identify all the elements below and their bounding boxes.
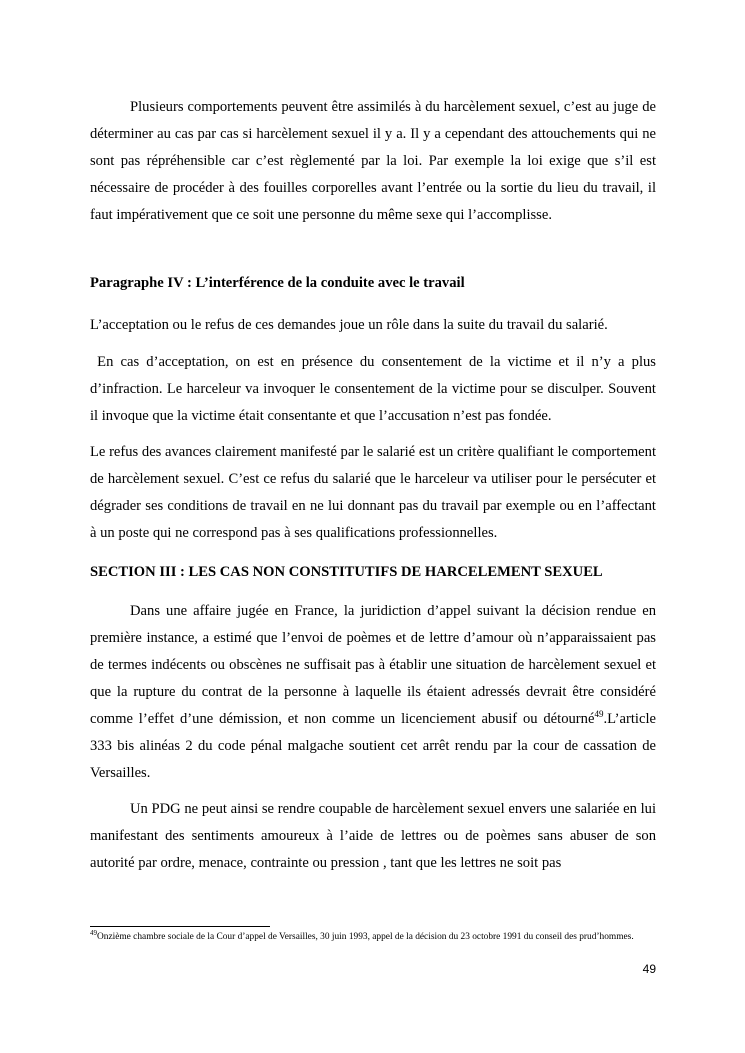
paragraph-1: Plusieurs comportements peuvent être assimilés à du harcèlement sexuel, c’est au juge de déterminer au cas par cas si harcèlement sexuel il y a. Il y a cependant des attouchements qui ne sont pas répréhensible car c’est règlementé par la loi. Par exemple la loi exige que s’il est nécessaire de procéder à des fouilles corporelles avant l’entrée ou la sortie du lieu du travail, il faut impérativement que ce soit une personne du même sexe qui l’accomplisse. <box>90 99 656 223</box>
footnote <box>90 930 656 945</box>
paragraph-5 <box>90 598 656 787</box>
paragraph-4: Le refus des avances clairement manifesté par le salarié est un critère qualifiant le comportement de harcèlement sexuel. C’est ce refus du salarié que le harceleur va utiliser pour le persécuter et dégrader ses conditions de travail en ne lui donnant pas du travail par exemple ou en l’affectant à un poste qui ne correspond pas à ses qualifications professionnelles. <box>90 444 656 541</box>
paragraph-6: Un PDG ne peut ainsi se rendre coupable de harcèlement sexuel envers une salariée en lui manifestant des sentiments amoureux à l’aide de lettres ou de poèmes sans abuser de son autorité par ordre, menace, contrainte ou pression , tant que les lettres ne soit pas <box>90 801 656 871</box>
paragraph-5-part-a: Dans une affaire jugée en France, la juridiction d’appel suivant la décision rendue en première instance, a estimé que l’envoi de poèmes et de lettre d’amour où n’apparaissaient pas de termes indécents ou obscènes ne suffisait pas à établir une situation de harcèlement sexuel et que la rupture du contrat de la personne à laquelle ils étaient adressés devrait être considéré comme l’effet d’une démission, et non comme un licenciement abusif ou détourné <box>90 603 656 727</box>
paragraph-2: L’acceptation ou le refus de ces demandes joue un rôle dans la suite du travail du salarié. <box>90 317 608 333</box>
footnote-reference: 49 <box>594 709 604 720</box>
footnote-number: 49 <box>90 928 97 937</box>
heading-section-iii: SECTION III : LES CAS NON CONSTITUTIFS DE HARCELEMENT SEXUEL <box>90 564 603 580</box>
heading-paragraphe-iv: Paragraphe IV : L’interférence de la conduite avec le travail <box>90 275 465 291</box>
footnote-text: Onzième chambre sociale de la Cour d’appel de Versailles, 30 juin 1993, appel de la décision du 23 octobre 1991 du conseil des prud’hommes. <box>97 932 634 942</box>
page-body <box>90 94 660 877</box>
footnote-divider <box>90 926 270 927</box>
page-number: 49 <box>642 962 656 976</box>
paragraph-5-part-b: .L’article 333 bis alinéas 2 du code pénal malgache soutient cet arrêt rendu par la cour de cassation de Versailles. <box>90 711 656 781</box>
paragraph-3: En cas d’acceptation, on est en présence du consentement de la victime et il n’y a plus d’infraction. Le harceleur va invoquer le consentement de la victime pour se disculper. Souvent il invoque que la victime était consentante et que l’accusation n’est pas fondée. <box>90 354 660 424</box>
